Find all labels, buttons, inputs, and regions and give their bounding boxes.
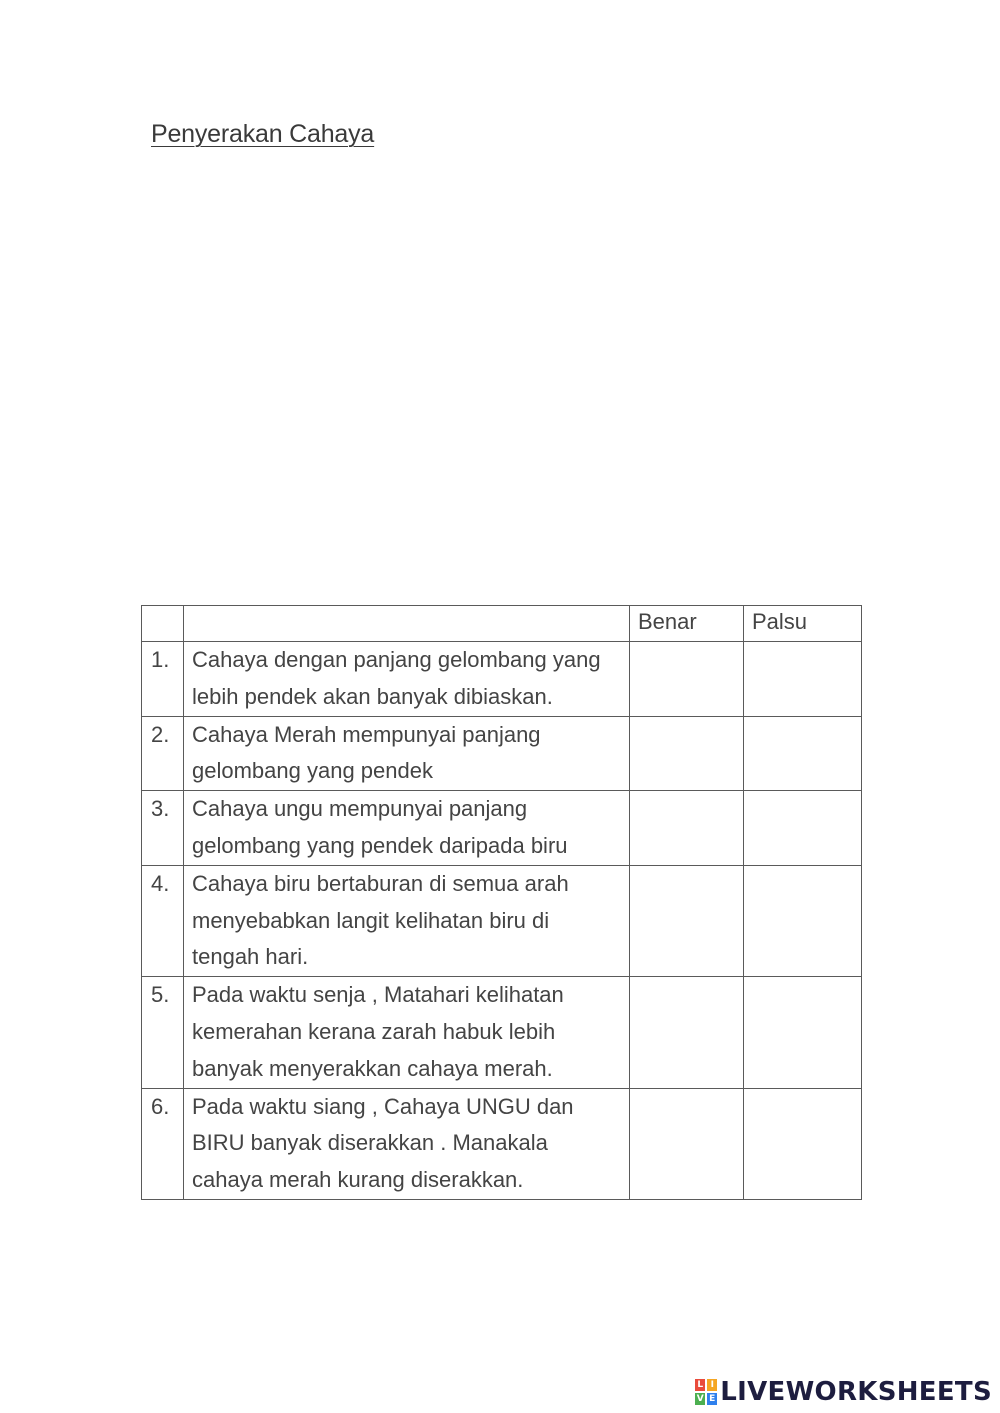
liveworksheets-logo	[695, 1377, 992, 1407]
header-benar: Benar	[630, 606, 744, 642]
benar-answer-cell[interactable]	[630, 865, 744, 976]
row-number: 2.	[142, 716, 184, 791]
row-number: 5.	[142, 977, 184, 1088]
logo-letter-e: E	[709, 1394, 716, 1404]
table-row	[142, 977, 862, 1088]
row-number: 3.	[142, 791, 184, 866]
benar-answer-cell[interactable]	[630, 642, 744, 717]
header-palsu: Palsu	[744, 606, 862, 642]
row-statement: Cahaya Merah mempunyai panjang gelombang yang pendek	[184, 716, 630, 791]
table-row	[142, 642, 862, 717]
table-row	[142, 791, 862, 866]
benar-answer-cell[interactable]	[630, 791, 744, 866]
row-statement: Cahaya biru bertaburan di semua arah menyebabkan langit kelihatan biru di tengah hari.	[184, 865, 630, 976]
true-false-table	[141, 605, 862, 1200]
logo-text: LIVEWORKSHEETS	[720, 1377, 992, 1407]
palsu-answer-cell[interactable]	[744, 642, 862, 717]
liveworksheets-logo-icon	[695, 1379, 717, 1405]
header-num-cell	[142, 606, 184, 642]
row-statement: Pada waktu senja , Matahari kelihatan kemerahan kerana zarah habuk lebih banyak menyerakkan cahaya merah.	[184, 977, 630, 1088]
table-row	[142, 1088, 862, 1199]
palsu-answer-cell[interactable]	[744, 865, 862, 976]
benar-answer-cell[interactable]	[630, 977, 744, 1088]
benar-answer-cell[interactable]	[630, 1088, 744, 1199]
header-statement-cell	[184, 606, 630, 642]
row-number: 6.	[142, 1088, 184, 1199]
logo-letter-l: L	[695, 1379, 705, 1391]
logo-letter-v: V	[696, 1394, 704, 1404]
palsu-answer-cell[interactable]	[744, 791, 862, 866]
table-row	[142, 716, 862, 791]
benar-answer-cell[interactable]	[630, 716, 744, 791]
logo-letter-i: I	[707, 1379, 717, 1391]
table-row	[142, 865, 862, 976]
row-statement: Cahaya dengan panjang gelombang yang lebih pendek akan banyak dibiaskan.	[184, 642, 630, 717]
row-statement: Cahaya ungu mempunyai panjang gelombang yang pendek daripada biru	[184, 791, 630, 866]
row-statement: Pada waktu siang , Cahaya UNGU dan BIRU banyak diserakkan . Manakala cahaya merah kurang diserakkan.	[184, 1088, 630, 1199]
row-number: 1.	[142, 642, 184, 717]
palsu-answer-cell[interactable]	[744, 716, 862, 791]
table-header-row	[142, 606, 862, 642]
palsu-answer-cell[interactable]	[744, 1088, 862, 1199]
palsu-answer-cell[interactable]	[744, 977, 862, 1088]
row-number: 4.	[142, 865, 184, 976]
page-title: Penyerakan Cahaya	[151, 120, 375, 148]
